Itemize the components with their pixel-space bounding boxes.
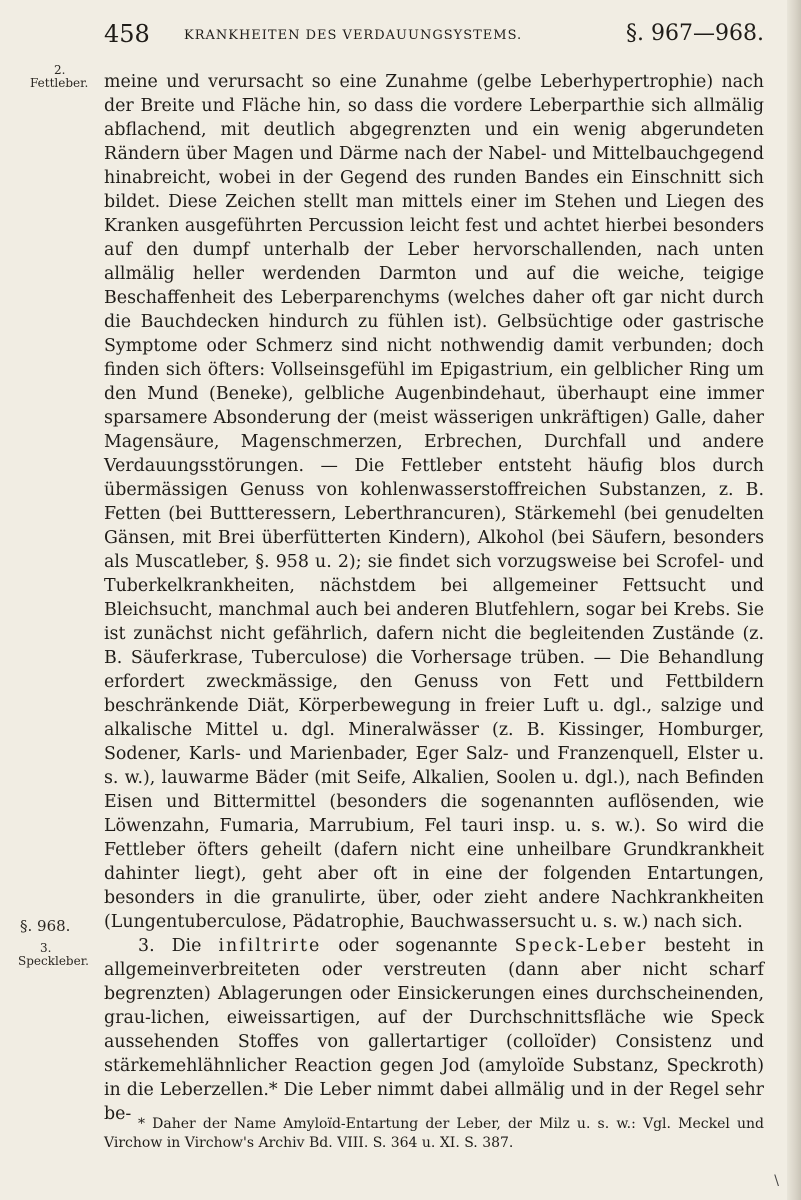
paragraph-speckleber [104, 934, 764, 1126]
page-number: 458 [104, 20, 150, 48]
footnote-text: * Daher der Name Amyloïd-Entartung der Leber, der Milz u. s. w.: Vgl. Meckel und Virchow in Virchow's Archiv Bd. VIII. S. 364 u. XI. S. 387. [104, 1116, 764, 1151]
paragraph-fettleber: meine und verursacht so eine Zunahme (gelbe Leberhypertrophie) nach der Breite und Fläche hin, so dass die vordere Leberparthie sich allmälig abflachend, mit deutlich abgegrenzten und ein wenig abgerundeten Rändern über Magen und Därme nach der Nabel- und Mittelbauchgegend hinabreicht, wobei in der Gegend des runden Bandes ein Einschnitt sich bildet. Diese Zeichen stellt man mittels einer im Stehen und Liegen des Kranken ausgeführten Percussion leicht fest und achtet hierbei besonders auf den dumpf unterhalb der Leber hervorschallenden, nach unten allmälig heller werdenden Darmton und auf die weiche, teigige Beschaffenheit des Leberparenchyms (welches daher oft gar nicht durch die Bauchdecken hindurch zu fühlen ist). Gelbsüchtige oder gastrische Symptome oder Schmerz sind nicht nothwendig damit verbunden; doch finden sich öfters: Vollseinsgefühl im Epigastrium, ein gelblicher Ring um den Mund (Beneke), gelbliche Augenbindehaut, überhaupt eine immer sparsamere Absonderung der (meist wässerigen unkräftigen) Galle, daher Magensäure, Magenschmerzen, Erbrechen, Durchfall und andere Verdauungsstörungen. — Die Fettleber entsteht häufig blos durch übermässigen Genuss von kohlenwasserstoffreichen Substanzen, z. B. Fetten (bei Buttteressern, Leberthrancuren), Stärkemehl (bei genudelten Gänsen, mit Brei überfütterten Kindern), Alkohol (bei Säufern, besonders als Muscatleber, §. 958 u. 2); sie findet sich vorzugsweise bei Scrofel- und Tuberkelkrankheiten, nächstdem bei allgemeiner Fettsucht und Bleichsucht, manchmal auch bei anderen Blutfehlern, sogar bei Krebs. Sie ist zunächst nicht gefährlich, dafern nicht die begleitenden Zustände (z. B. Säuferkrase, Tuberculose) die Vorhersage trüben. — Die Behandlung erfordert zweckmässige, den Genuss von Fett und Fettbildern beschränkende Diät, Körperbewegung in freier Luft u. dgl., salzige und alkalische Mittel u. dgl. Mineralwässer (z. B. Kissinger, Homburger, Sodener, Karls- und Marienbader, Eger Salz- und Franzenquell, Elster u. s. w.), lauwarme Bäder (mit Seife, Alkalien, Soolen u. dgl.), nach Befinden Eisen und Bittermittel (besonders die sogenannten auflösenden, wie Löwenzahn, Fumaria, Marrubium, Fel tauri insp. u. s. w.). So wird die Fettleber öfters geheilt (dafern nicht eine unheilbare Grundkrankheit dahinter liegt), geht aber oft in eine der folgenden Entartungen, besonders in die granulirte, über, oder zieht andere Nachkrankheiten (Lungentuberculose, Pädatrophie, Bauchwassersucht u. s. w.) nach sich. [104, 72, 764, 932]
term-infiltrirte: infiltrirte [218, 936, 322, 956]
margin-note-label: Speckleber. [18, 954, 89, 968]
page-edge [787, 0, 801, 1200]
margin-note-number: 3. [40, 941, 52, 955]
margin-note-label: Fettleber. [30, 76, 89, 90]
body-text [104, 70, 764, 1126]
footnote [104, 1115, 764, 1153]
margin-note-speckleber [18, 942, 89, 968]
para-lead: 3. Die [138, 936, 202, 956]
term-speck-leber: Speck-Leber [514, 936, 648, 956]
page-header [104, 20, 764, 54]
section-reference: §. 967—968. [626, 21, 764, 46]
margin-note-section: §. 968. [20, 917, 71, 935]
para-mid: oder sogenannte [338, 936, 498, 956]
stray-mark: \ [774, 1173, 779, 1189]
running-title: KRANKHEITEN DES VERDAUUNGSYSTEMS. [184, 28, 523, 43]
para-rest: besteht in allgemeinverbreiteten oder verstreuten (dann aber nicht scharf begrenzten) Ablagerungen oder Einsickerungen eines durchscheinenden, grau-lichen, eiweissartigen, auf der Durchschnittsfläche wie Speck aussehenden Stoffes von gallertartiger (colloïder) Consistenz und stärkemehlähnlicher Reaction gegen Jod (amyloïde Substanz, Speckroth) in die Leberzellen.* Die Leber nimmt dabei allmälig und in der Regel sehr be- [104, 936, 765, 1124]
margin-note-number: 2. [54, 63, 66, 77]
margin-note-fettleber [30, 64, 88, 90]
